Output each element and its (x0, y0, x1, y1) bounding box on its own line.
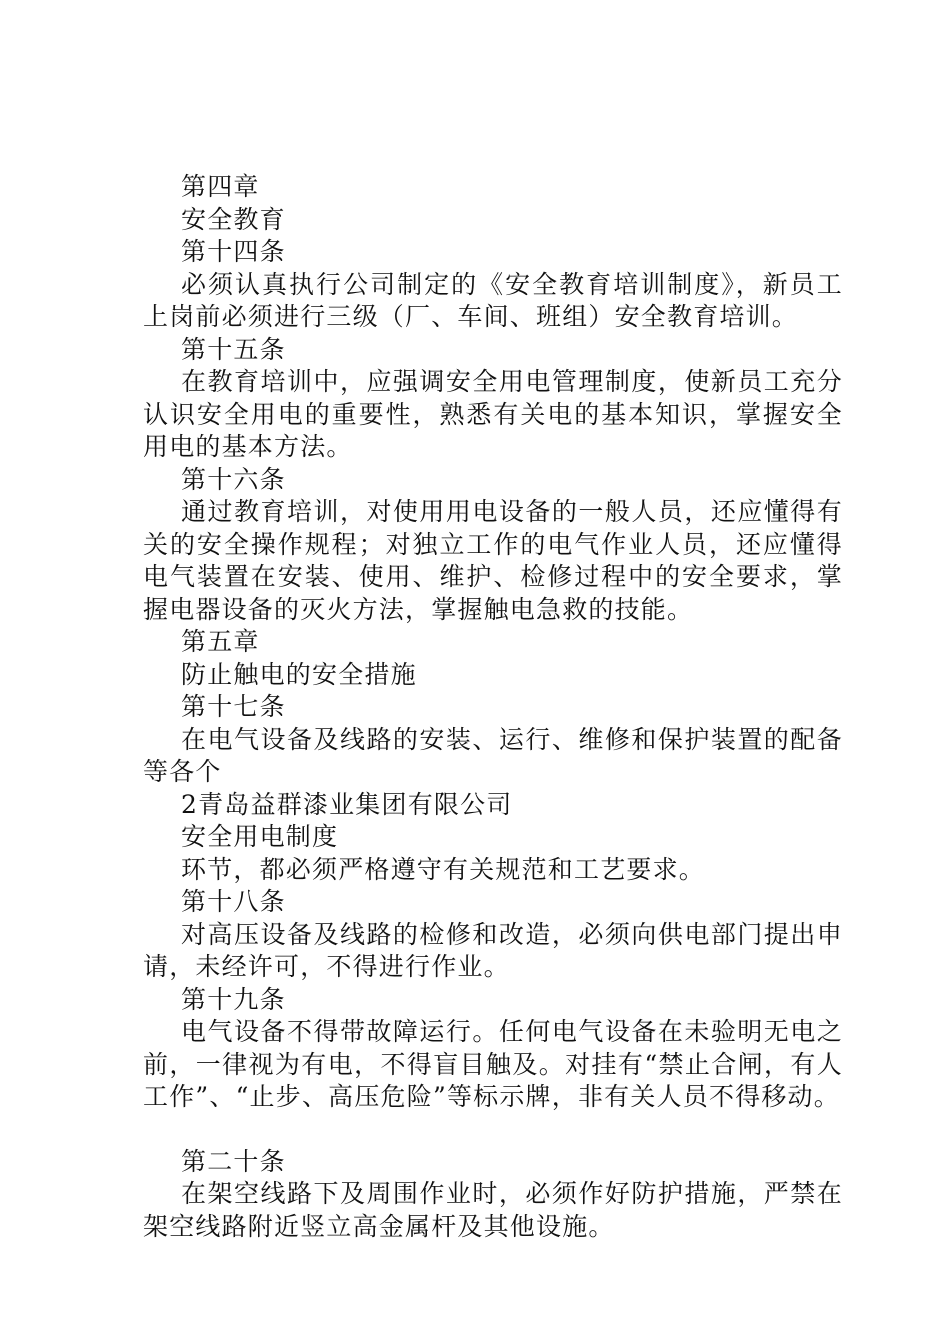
article-18-heading: 第十八条 (181, 887, 286, 916)
article-16-text: 通过教育培训，对使用用电设备的一般人员，还应懂得有关的安全操作规程；对独立工作的电气作业人员，还应懂得电气装置在安装、使用、维护、检修过程中的安全要求，掌握电器设备的灭火方法，掌握触电急救的技能。 (143, 497, 843, 624)
article-14-text: 必须认真执行公司制定的《安全教育培训制度》，新员工上岗前必须进行三级（厂、车间、班组）安全教育培训。 (143, 269, 843, 331)
article-17-text: 在电气设备及线路的安装、运行、维修和保护装置的配备等各个 (143, 724, 843, 786)
chapter-4-title: 安全教育 (181, 204, 286, 234)
article-17-heading: 第十七条 (181, 692, 286, 721)
running-header-title: 安全用电制度 (181, 822, 339, 851)
article-15-heading: 第十五条 (181, 334, 286, 364)
article-14-heading: 第十四条 (181, 237, 286, 266)
chapter-5-heading: 第五章 (181, 627, 260, 656)
article-18-text: 对高压设备及线路的检修和改造，必须向供电部门提出申请，未经许可，不得进行作业。 (143, 919, 843, 981)
paragraph-gap (143, 1114, 843, 1146)
article-19-text: 电气设备不得带故障运行。任何电气设备在未验明无电之前，一律视为有电，不得盲目触及。对挂有“禁止合闸，有人工作”、“止步、高压危险”等标示牌，非有关人员不得移动。 (143, 1017, 843, 1111)
chapter-5-title: 防止触电的安全措施 (181, 659, 417, 689)
article-17-continuation: 环节，都必须严格遵守有关规范和工艺要求。 (181, 854, 706, 884)
running-header-company: 2青岛益群漆业集团有限公司 (181, 789, 513, 819)
article-16-heading: 第十六条 (181, 464, 286, 494)
article-20-text: 在架空线路下及周围作业时，必须作好防护措施，严禁在架空线路附近竖立高金属杆及其他设施。 (143, 1179, 843, 1241)
article-20-heading: 第二十条 (181, 1146, 286, 1176)
chapter-4-heading: 第四章 (181, 172, 260, 201)
article-15-text: 在教育培训中，应强调安全用电管理制度，使新员工充分认识安全用电的重要性，熟悉有关电的基本知识，掌握安全用电的基本方法。 (143, 367, 843, 461)
article-19-heading: 第十九条 (181, 984, 286, 1014)
document-body (143, 171, 843, 1243)
